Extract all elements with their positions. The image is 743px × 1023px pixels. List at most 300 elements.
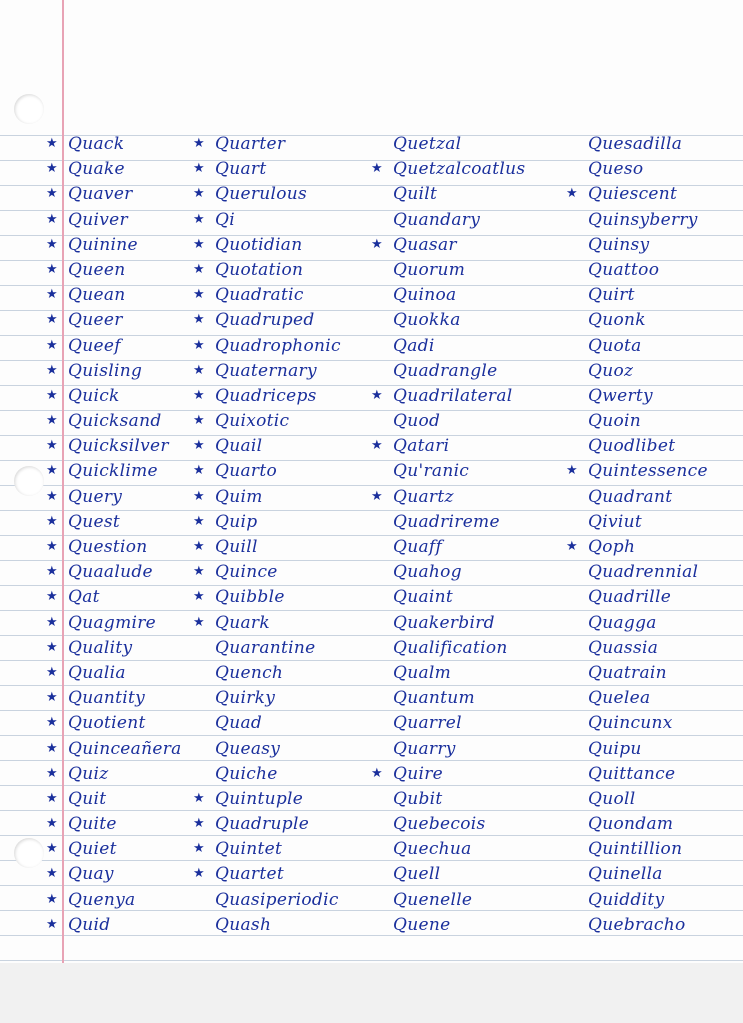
word-text: Quotidian [215, 234, 303, 255]
word-text: Quiescent [588, 184, 678, 205]
word-text: Quill [215, 537, 258, 557]
word-text: Quadruped [215, 310, 315, 331]
word-text: Quenelle [393, 889, 473, 910]
word-text: Quantity [68, 688, 146, 709]
word-text: Quail [215, 436, 263, 457]
word-text: Quota [588, 335, 642, 356]
star-icon: ★ [193, 438, 205, 454]
word-text: Quicksand [68, 411, 162, 432]
word-column-1 [46, 131, 182, 937]
star-icon: ★ [566, 539, 578, 554]
star-icon: ★ [46, 916, 58, 932]
word-entry [215, 635, 341, 660]
star-icon: ★ [193, 413, 205, 429]
word-text: Quark [215, 612, 270, 633]
star-icon: ★ [46, 261, 58, 277]
word-entry [215, 761, 341, 786]
word-text: Qwerty [588, 385, 653, 406]
star-icon: ★ [193, 136, 205, 151]
word-text: Quibble [215, 587, 285, 608]
word-entry [215, 710, 341, 735]
word-text: Quintet [215, 839, 283, 860]
word-entry [588, 660, 708, 685]
word-text: Quintessence [588, 461, 708, 482]
star-icon: ★ [371, 161, 383, 177]
star-icon: ★ [46, 765, 58, 781]
star-icon: ★ [46, 186, 58, 202]
star-icon: ★ [371, 387, 383, 403]
star-icon: ★ [193, 564, 205, 580]
word-text: Quartz [393, 486, 454, 507]
star-icon: ★ [46, 287, 58, 303]
word-text: Quick [68, 385, 120, 406]
word-text: Quadrangle [393, 360, 498, 381]
word-entry [46, 509, 182, 534]
word-entry [393, 509, 525, 534]
word-entry [393, 131, 525, 156]
star-icon: ★ [46, 564, 58, 580]
star-icon: ★ [566, 463, 578, 479]
word-entry [46, 207, 182, 232]
star-icon: ★ [46, 236, 58, 252]
word-text: Quadratic [215, 285, 304, 306]
scan-bottom-edge [0, 963, 743, 1023]
word-entry [588, 383, 708, 408]
word-text: Quetzal [393, 134, 462, 154]
star-icon: ★ [46, 841, 58, 857]
word-entry [588, 484, 708, 509]
star-icon: ★ [371, 236, 383, 252]
star-icon: ★ [46, 413, 58, 429]
word-text: Qi [215, 209, 235, 230]
word-text: Qubit [393, 788, 443, 809]
star-icon: ★ [193, 161, 205, 177]
word-entry [371, 761, 525, 786]
word-entry [46, 408, 182, 433]
word-entry [193, 509, 341, 534]
word-entry [588, 232, 708, 257]
word-text: Quart [215, 159, 267, 180]
word-text: Quiver [68, 209, 128, 230]
word-entry [193, 408, 341, 433]
word-text: Qualm [393, 662, 452, 683]
word-text: Quiet [68, 839, 117, 860]
word-entry [588, 131, 708, 156]
word-entry [193, 207, 341, 232]
word-entry [588, 635, 708, 660]
word-text: Quenya [68, 889, 136, 910]
word-entry [46, 358, 182, 383]
word-entry [588, 408, 708, 433]
word-text: Quinsy [588, 234, 650, 255]
word-entry [215, 912, 341, 937]
word-column-2 [193, 131, 341, 937]
word-text: Quadrille [588, 587, 672, 608]
word-text: Quire [393, 763, 444, 784]
word-text: Quinine [68, 234, 138, 255]
word-entry [588, 912, 708, 937]
star-icon: ★ [193, 539, 205, 554]
word-entry [588, 786, 708, 811]
word-entry [588, 836, 708, 861]
star-icon: ★ [193, 186, 205, 202]
red-margin-line [62, 0, 64, 963]
star-icon: ★ [566, 186, 578, 202]
word-text: Quim [215, 486, 263, 507]
star-icon: ★ [193, 387, 205, 403]
word-text: Quite [68, 814, 117, 835]
word-entry [588, 358, 708, 383]
word-entry [193, 282, 341, 307]
star-icon: ★ [46, 891, 58, 907]
word-entry [393, 710, 525, 735]
star-icon: ★ [193, 513, 205, 529]
word-entry [46, 282, 182, 307]
word-text: Quarto [215, 461, 278, 482]
word-entry [215, 660, 341, 685]
word-entry [393, 333, 525, 358]
word-text: Quakerbird [393, 612, 495, 633]
word-text: Qu'ranic [393, 461, 470, 482]
word-column-3 [371, 131, 526, 937]
punch-hole-middle [14, 466, 44, 496]
word-entry [393, 811, 525, 836]
word-text: Quantum [393, 688, 475, 709]
star-icon: ★ [46, 790, 58, 806]
star-icon: ★ [46, 337, 58, 353]
word-text: Quokka [393, 310, 461, 331]
word-text: Quittance [588, 763, 676, 784]
word-text: Quorum [393, 259, 466, 280]
word-entry [588, 433, 708, 458]
word-entry [371, 383, 525, 408]
word-text: Quash [215, 914, 272, 935]
star-icon: ★ [193, 841, 205, 857]
word-entry [393, 610, 525, 635]
word-entry [46, 861, 182, 886]
word-text: Quad [215, 713, 263, 734]
word-text: Quench [215, 662, 284, 683]
word-entry [393, 836, 525, 861]
word-entry [393, 358, 525, 383]
word-text: Qadi [393, 335, 435, 356]
word-entry [393, 534, 525, 559]
word-entry [193, 610, 341, 635]
star-icon: ★ [46, 387, 58, 403]
word-entry [566, 181, 708, 206]
word-entry [588, 861, 708, 886]
word-text: Quarry [393, 738, 456, 759]
star-icon: ★ [46, 664, 58, 680]
word-text: Quebecois [393, 814, 486, 835]
word-entry [371, 433, 525, 458]
word-text: Quipu [588, 738, 642, 759]
word-text: Quit [68, 788, 107, 809]
word-entry [588, 811, 708, 836]
star-icon: ★ [193, 790, 205, 806]
word-text: Quincunx [588, 713, 673, 734]
word-text: Quaternary [215, 360, 317, 381]
word-text: Quaalude [68, 562, 153, 583]
word-entry [371, 484, 525, 509]
word-entry [46, 559, 182, 584]
star-icon: ★ [193, 236, 205, 252]
word-text: Quirt [588, 285, 635, 306]
word-text: Quest [68, 511, 121, 532]
word-entry [46, 912, 182, 937]
word-entry [46, 333, 182, 358]
word-text: Quotation [215, 259, 304, 280]
word-text: Quasiperiodic [215, 889, 339, 910]
word-text: Quarter [215, 134, 286, 154]
word-text: Quack [68, 134, 125, 154]
word-text: Quotient [68, 713, 146, 734]
word-text: Queef [68, 335, 121, 356]
word-entry [393, 912, 525, 937]
word-text: Queer [68, 310, 123, 331]
word-entry [193, 861, 341, 886]
word-entry [193, 811, 341, 836]
word-text: Qat [68, 587, 100, 608]
word-entry [46, 736, 182, 761]
star-icon: ★ [46, 211, 58, 227]
word-entry [46, 257, 182, 282]
word-entry [193, 232, 341, 257]
word-entry [46, 761, 182, 786]
word-entry [46, 685, 182, 710]
word-text: Qoph [588, 537, 636, 557]
word-entry [46, 232, 182, 257]
word-text: Quintillion [588, 839, 683, 860]
word-entry [193, 433, 341, 458]
star-icon: ★ [46, 866, 58, 882]
word-entry [46, 610, 182, 635]
star-icon: ★ [46, 690, 58, 706]
word-entry [588, 307, 708, 332]
word-entry [393, 635, 525, 660]
word-entry [393, 786, 525, 811]
word-text: Quondam [588, 814, 674, 835]
word-text: Quadrant [588, 486, 673, 507]
word-entry [193, 383, 341, 408]
word-entry [393, 257, 525, 282]
word-text: Quip [215, 511, 258, 532]
word-entry [193, 307, 341, 332]
word-entry [46, 660, 182, 685]
word-text: Quadrennial [588, 562, 699, 583]
word-entry [46, 181, 182, 206]
word-text: Quarrel [393, 713, 462, 734]
word-entry [193, 181, 341, 206]
word-entry [393, 559, 525, 584]
word-text: Qualification [393, 637, 508, 658]
word-entry [588, 156, 708, 181]
star-icon: ★ [46, 513, 58, 529]
word-entry [46, 534, 182, 559]
word-entry [393, 736, 525, 761]
word-text: Quoz [588, 360, 634, 381]
word-text: Quadrophonic [215, 335, 341, 356]
word-entry [393, 181, 525, 206]
word-text: Quetzalcoatlus [393, 159, 526, 180]
word-text: Quaint [393, 587, 454, 608]
star-icon: ★ [193, 463, 205, 479]
word-text: Quean [68, 285, 126, 306]
star-icon: ★ [193, 488, 205, 504]
star-icon: ★ [46, 539, 58, 554]
word-entry [193, 559, 341, 584]
word-entry [46, 131, 182, 156]
word-text: Quid [68, 914, 111, 935]
word-text: Quilt [393, 184, 438, 205]
word-entry [393, 408, 525, 433]
page-header-margin [0, 0, 743, 131]
word-text: Quebracho [588, 914, 686, 935]
word-entry [193, 584, 341, 609]
word-text: Quiddity [588, 889, 665, 910]
star-icon: ★ [46, 161, 58, 177]
word-entry [371, 156, 526, 181]
word-entry [193, 257, 341, 282]
word-text: Question [68, 537, 148, 557]
word-text: Querulous [215, 184, 308, 205]
word-text: Quoll [588, 788, 636, 809]
star-icon: ★ [46, 136, 58, 151]
word-entry [393, 458, 525, 483]
word-text: Quasar [393, 234, 457, 255]
word-entry [46, 584, 182, 609]
word-text: Quinceañera [68, 738, 182, 759]
star-icon: ★ [46, 589, 58, 605]
word-text: Quay [68, 864, 114, 885]
word-entry [193, 333, 341, 358]
word-entry [588, 584, 708, 609]
word-text: Queasy [215, 738, 281, 759]
word-entry [46, 307, 182, 332]
word-entry [393, 660, 525, 685]
star-icon: ★ [46, 639, 58, 655]
word-entry [588, 736, 708, 761]
word-entry [588, 333, 708, 358]
word-text: Quonk [588, 310, 646, 331]
star-icon: ★ [46, 816, 58, 832]
star-icon: ★ [193, 614, 205, 630]
word-text: Quassia [588, 637, 659, 658]
word-text: Quadriceps [215, 385, 317, 406]
word-text: Quahog [393, 562, 462, 583]
word-text: Quandary [393, 209, 481, 230]
star-icon: ★ [46, 740, 58, 756]
word-text: Quintuple [215, 788, 304, 809]
star-icon: ★ [371, 765, 383, 781]
word-text: Quicklime [68, 461, 158, 482]
word-entry [566, 458, 708, 483]
word-entry [215, 887, 341, 912]
word-entry [393, 307, 525, 332]
word-entry [46, 484, 182, 509]
word-text: Quodlibet [588, 436, 676, 457]
star-icon: ★ [193, 337, 205, 353]
word-text: Quake [68, 159, 125, 180]
word-entry [588, 257, 708, 282]
word-text: Quagga [588, 612, 657, 633]
word-entry [588, 509, 708, 534]
word-entry [46, 156, 182, 181]
word-entry [588, 610, 708, 635]
word-entry [46, 635, 182, 660]
word-entry [588, 887, 708, 912]
star-icon: ★ [193, 261, 205, 277]
word-entry [393, 207, 525, 232]
word-text: Queso [588, 159, 644, 180]
star-icon: ★ [46, 463, 58, 479]
word-text: Quene [393, 914, 451, 935]
word-entry [215, 685, 341, 710]
word-text: Quaff [393, 537, 443, 557]
star-icon: ★ [193, 211, 205, 227]
word-entry [193, 358, 341, 383]
word-text: Quod [393, 411, 441, 432]
word-entry [393, 584, 525, 609]
punch-hole-bottom [14, 838, 44, 868]
word-entry [193, 458, 341, 483]
word-text: Quesadilla [588, 134, 683, 154]
star-icon: ★ [46, 438, 58, 454]
word-entry [46, 383, 182, 408]
word-text: Quiz [68, 763, 109, 784]
star-icon: ★ [193, 866, 205, 882]
word-text: Quaver [68, 184, 133, 205]
word-text: Quinella [588, 864, 663, 885]
star-icon: ★ [371, 488, 383, 504]
word-entry [193, 156, 341, 181]
word-text: Quell [393, 864, 441, 885]
word-text: Quarantine [215, 637, 316, 658]
word-text: Quince [215, 562, 278, 583]
punch-hole-top [14, 94, 44, 124]
star-icon: ★ [46, 715, 58, 731]
star-icon: ★ [46, 488, 58, 504]
word-entry [393, 861, 525, 886]
star-icon: ★ [46, 614, 58, 630]
word-entry [588, 685, 708, 710]
word-entry [588, 559, 708, 584]
word-entry [393, 887, 525, 912]
word-entry [588, 761, 708, 786]
word-entry [193, 131, 341, 156]
word-text: Quinsyberry [588, 209, 698, 230]
word-text: Quirky [215, 688, 276, 709]
word-entry [588, 710, 708, 735]
word-text: Quixotic [215, 411, 290, 432]
word-entry [46, 836, 182, 861]
word-entry [46, 811, 182, 836]
word-text: Quoin [588, 411, 642, 432]
word-text: Quicksilver [68, 436, 169, 457]
word-entry [46, 710, 182, 735]
word-text: Quadrilateral [393, 385, 513, 406]
word-entry [588, 207, 708, 232]
star-icon: ★ [193, 816, 205, 832]
word-entry [46, 786, 182, 811]
word-text: Quatrain [588, 662, 667, 683]
word-entry [193, 484, 341, 509]
word-text: Quisling [68, 360, 143, 381]
word-column-4 [566, 131, 708, 937]
star-icon: ★ [193, 362, 205, 378]
word-entry [393, 685, 525, 710]
word-entry [371, 232, 525, 257]
